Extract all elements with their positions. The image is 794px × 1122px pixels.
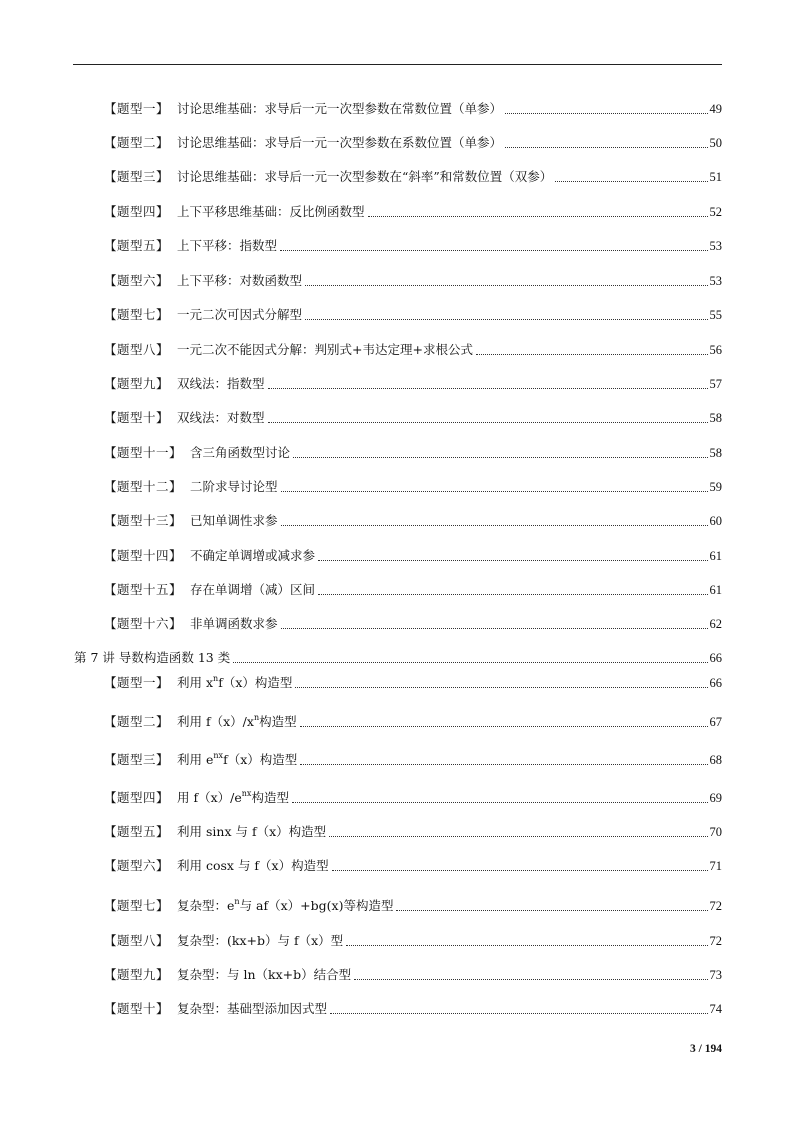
toc-entry[interactable] — [104, 542, 722, 564]
toc-entry-tag: 【题型八】 — [104, 342, 170, 357]
dot-leader — [300, 764, 707, 765]
toc-entry[interactable] — [104, 301, 722, 323]
toc-entry-tag: 【题型六】 — [104, 858, 170, 873]
toc-entry-title: 利用 $f(x)/x^n$构造型 — [177, 712, 297, 729]
toc-entry-title: 存在单调增（减）区间 — [190, 582, 316, 597]
toc-entry-title: 一元二次不能因式分解：判别式+韦达定理+求根公式 — [177, 342, 473, 357]
dot-leader — [281, 525, 708, 526]
toc-chapter[interactable] — [74, 644, 722, 666]
toc-entry-tag: 【题型九】 — [104, 967, 170, 982]
dot-leader — [281, 628, 708, 629]
toc-entry[interactable] — [104, 473, 722, 495]
toc-entry-tag: 【题型七】 — [104, 307, 170, 322]
toc-entry-title: 双线法：对数型 — [177, 410, 265, 425]
toc-entry-tag: 【题型一】 — [104, 101, 170, 116]
toc-entry-title: 双线法：指数型 — [177, 376, 265, 391]
toc-entry[interactable] — [104, 163, 722, 185]
toc-entry-title: 二阶求导讨论型 — [190, 479, 278, 494]
dot-leader — [330, 1013, 707, 1014]
dot-leader — [476, 354, 708, 355]
dot-leader — [354, 979, 707, 980]
toc-entry-page: 62 — [709, 617, 722, 631]
dot-leader — [292, 802, 708, 803]
toc-entry-page: 58 — [709, 446, 722, 460]
dot-leader — [346, 945, 707, 946]
toc-entry[interactable] — [104, 818, 722, 840]
toc-entry-page: 71 — [709, 859, 722, 873]
toc-entry-title: 复杂型：基础型添加因式型 — [177, 1001, 328, 1016]
toc-entry-page: 59 — [709, 480, 722, 494]
toc-entry[interactable] — [104, 404, 722, 426]
dot-leader — [295, 687, 707, 688]
toc-entry-page: 72 — [709, 934, 722, 948]
toc-entry[interactable] — [104, 746, 722, 768]
dot-leader — [233, 662, 707, 663]
toc-entry-page: 50 — [709, 136, 722, 150]
dot-leader — [396, 910, 707, 911]
toc-entry[interactable] — [104, 784, 722, 806]
toc-entry-tag: 【题型十】 — [104, 410, 170, 425]
toc-entry[interactable] — [104, 669, 722, 691]
toc-entry-page: 70 — [709, 825, 722, 839]
toc-entry-page: 56 — [709, 343, 722, 357]
toc-entry-tag: 【题型十二】 — [104, 479, 183, 494]
toc-entry-page: 52 — [709, 205, 722, 219]
toc-entry[interactable] — [104, 95, 722, 117]
toc-entry[interactable] — [104, 507, 722, 529]
dot-leader — [505, 147, 707, 148]
dot-leader — [268, 422, 708, 423]
dot-leader — [332, 870, 708, 871]
dot-leader — [293, 457, 707, 458]
toc-entry-page: 68 — [709, 753, 722, 767]
toc-entry-tag: 【题型五】 — [104, 238, 170, 253]
toc-entry-page: 53 — [709, 239, 722, 253]
toc-entry-title: 用 $f(x)/e^{nx}$构造型 — [177, 788, 289, 805]
toc-entry-title: 讨论思维基础：求导后一元一次型参数在系数位置（单参） — [177, 135, 503, 150]
toc-entry-tag: 【题型三】 — [104, 169, 170, 184]
toc-entry-page: 58 — [709, 411, 722, 425]
toc-entry-page: 49 — [709, 102, 722, 116]
toc-entry-page: 61 — [709, 583, 722, 597]
toc-entry-title: 利用 sinx 与 f（x）构造型 — [177, 824, 327, 839]
toc-entry-title: 复杂型：(kx+b）与 f（x）型 — [177, 933, 344, 948]
toc-entry[interactable] — [104, 708, 722, 730]
dot-leader — [505, 113, 707, 114]
toc-entry[interactable] — [104, 576, 722, 598]
toc-entry-title: 一元二次可因式分解型 — [177, 307, 303, 322]
toc-entry-page: 57 — [709, 377, 722, 391]
toc-entry-page: 61 — [709, 549, 722, 563]
toc-entry-page: 74 — [709, 1002, 722, 1016]
toc-chapter-title: 第 7 讲 导数构造函数 13 类 — [74, 650, 231, 665]
dot-leader — [268, 388, 708, 389]
toc-entry-title: 利用 $e^{nx}f(x)$构造型 — [177, 750, 298, 767]
toc-entry-title: 上下平移：对数函数型 — [177, 273, 303, 288]
toc-entry[interactable] — [104, 370, 722, 392]
toc-entry-title: 已知单调性求参 — [190, 513, 278, 528]
toc-entry[interactable] — [104, 995, 722, 1017]
dot-leader — [300, 726, 708, 727]
toc-entry[interactable] — [104, 267, 722, 289]
toc-entry-tag: 【题型五】 — [104, 824, 170, 839]
toc-entry[interactable] — [104, 336, 722, 358]
dot-leader — [368, 216, 708, 217]
dot-leader — [555, 181, 707, 182]
dot-leader — [280, 250, 707, 251]
toc-entry-tag: 【题型一】 — [104, 675, 170, 690]
toc-entry-title: 含三角函数型讨论 — [190, 445, 291, 460]
toc-entry-page: 51 — [709, 170, 722, 184]
dot-leader — [281, 491, 708, 492]
toc-entry[interactable] — [104, 852, 722, 874]
toc-entry-tag: 【题型二】 — [104, 135, 170, 150]
toc-entry[interactable] — [104, 961, 722, 983]
toc-entry-tag: 【题型三】 — [104, 752, 170, 767]
toc-entry-tag: 【题型十一】 — [104, 445, 183, 460]
toc-entry-title: 不确定单调增或减求参 — [190, 548, 316, 563]
toc-entry-tag: 【题型八】 — [104, 933, 170, 948]
toc-entry-tag: 【题型十六】 — [104, 616, 183, 631]
toc-entry-title: 复杂型：$e^n$与 af（x）+bg(x)等构造型 — [177, 896, 394, 913]
toc-entry-page: 66 — [709, 676, 722, 690]
toc-entry-title: 利用 cosx 与 f（x）构造型 — [177, 858, 329, 873]
toc-entry-tag: 【题型二】 — [104, 714, 170, 729]
toc-entry[interactable] — [104, 439, 722, 461]
dot-leader — [305, 285, 707, 286]
dot-leader — [305, 319, 707, 320]
dot-leader — [329, 836, 707, 837]
dot-leader — [318, 594, 707, 595]
toc-entry-title: 讨论思维基础：求导后一元一次型参数在“斜率”和常数位置（双参） — [177, 169, 553, 184]
toc-entry-tag: 【题型六】 — [104, 273, 170, 288]
page-indicator: 3 / 194 — [690, 1043, 722, 1055]
toc-entry-page: 67 — [709, 715, 722, 729]
toc-entry-tag: 【题型四】 — [104, 204, 170, 219]
toc-entry-tag: 【题型七】 — [104, 898, 170, 913]
toc-entry-title: 复杂型：与 ln（kx+b）结合型 — [177, 967, 352, 982]
toc-entry-page: 55 — [709, 308, 722, 322]
toc-entry-title: 讨论思维基础：求导后一元一次型参数在常数位置（单参） — [177, 101, 503, 116]
toc-entry[interactable] — [104, 232, 722, 254]
toc-entry-tag: 【题型十】 — [104, 1001, 170, 1016]
toc-entry-tag: 【题型四】 — [104, 790, 170, 805]
toc-entry-tag: 【题型九】 — [104, 376, 170, 391]
toc-entry-title: 非单调函数求参 — [190, 616, 278, 631]
toc-entry-tag: 【题型十五】 — [104, 582, 183, 597]
dot-leader — [318, 560, 707, 561]
toc-entry-page: 72 — [709, 899, 722, 913]
toc-entry-page: 69 — [709, 791, 722, 805]
toc-chapter-page: 66 — [709, 651, 722, 665]
toc-entry-title: 上下平移思维基础：反比例函数型 — [177, 204, 365, 219]
toc-entry-tag: 【题型十三】 — [104, 513, 183, 528]
toc-entry-title: 上下平移：指数型 — [177, 238, 278, 253]
toc-entry[interactable] — [104, 610, 722, 632]
toc-entry-page: 53 — [709, 274, 722, 288]
toc-entry[interactable] — [104, 892, 722, 914]
toc-entry[interactable] — [104, 129, 722, 151]
toc-entry[interactable] — [104, 927, 722, 949]
toc-entry-page: 73 — [709, 968, 722, 982]
toc-entry[interactable] — [104, 198, 722, 220]
toc-entry-title: 利用 $x^nf(x)$构造型 — [177, 673, 293, 690]
toc-entry-page: 60 — [709, 514, 722, 528]
toc-entry-tag: 【题型十四】 — [104, 548, 183, 563]
